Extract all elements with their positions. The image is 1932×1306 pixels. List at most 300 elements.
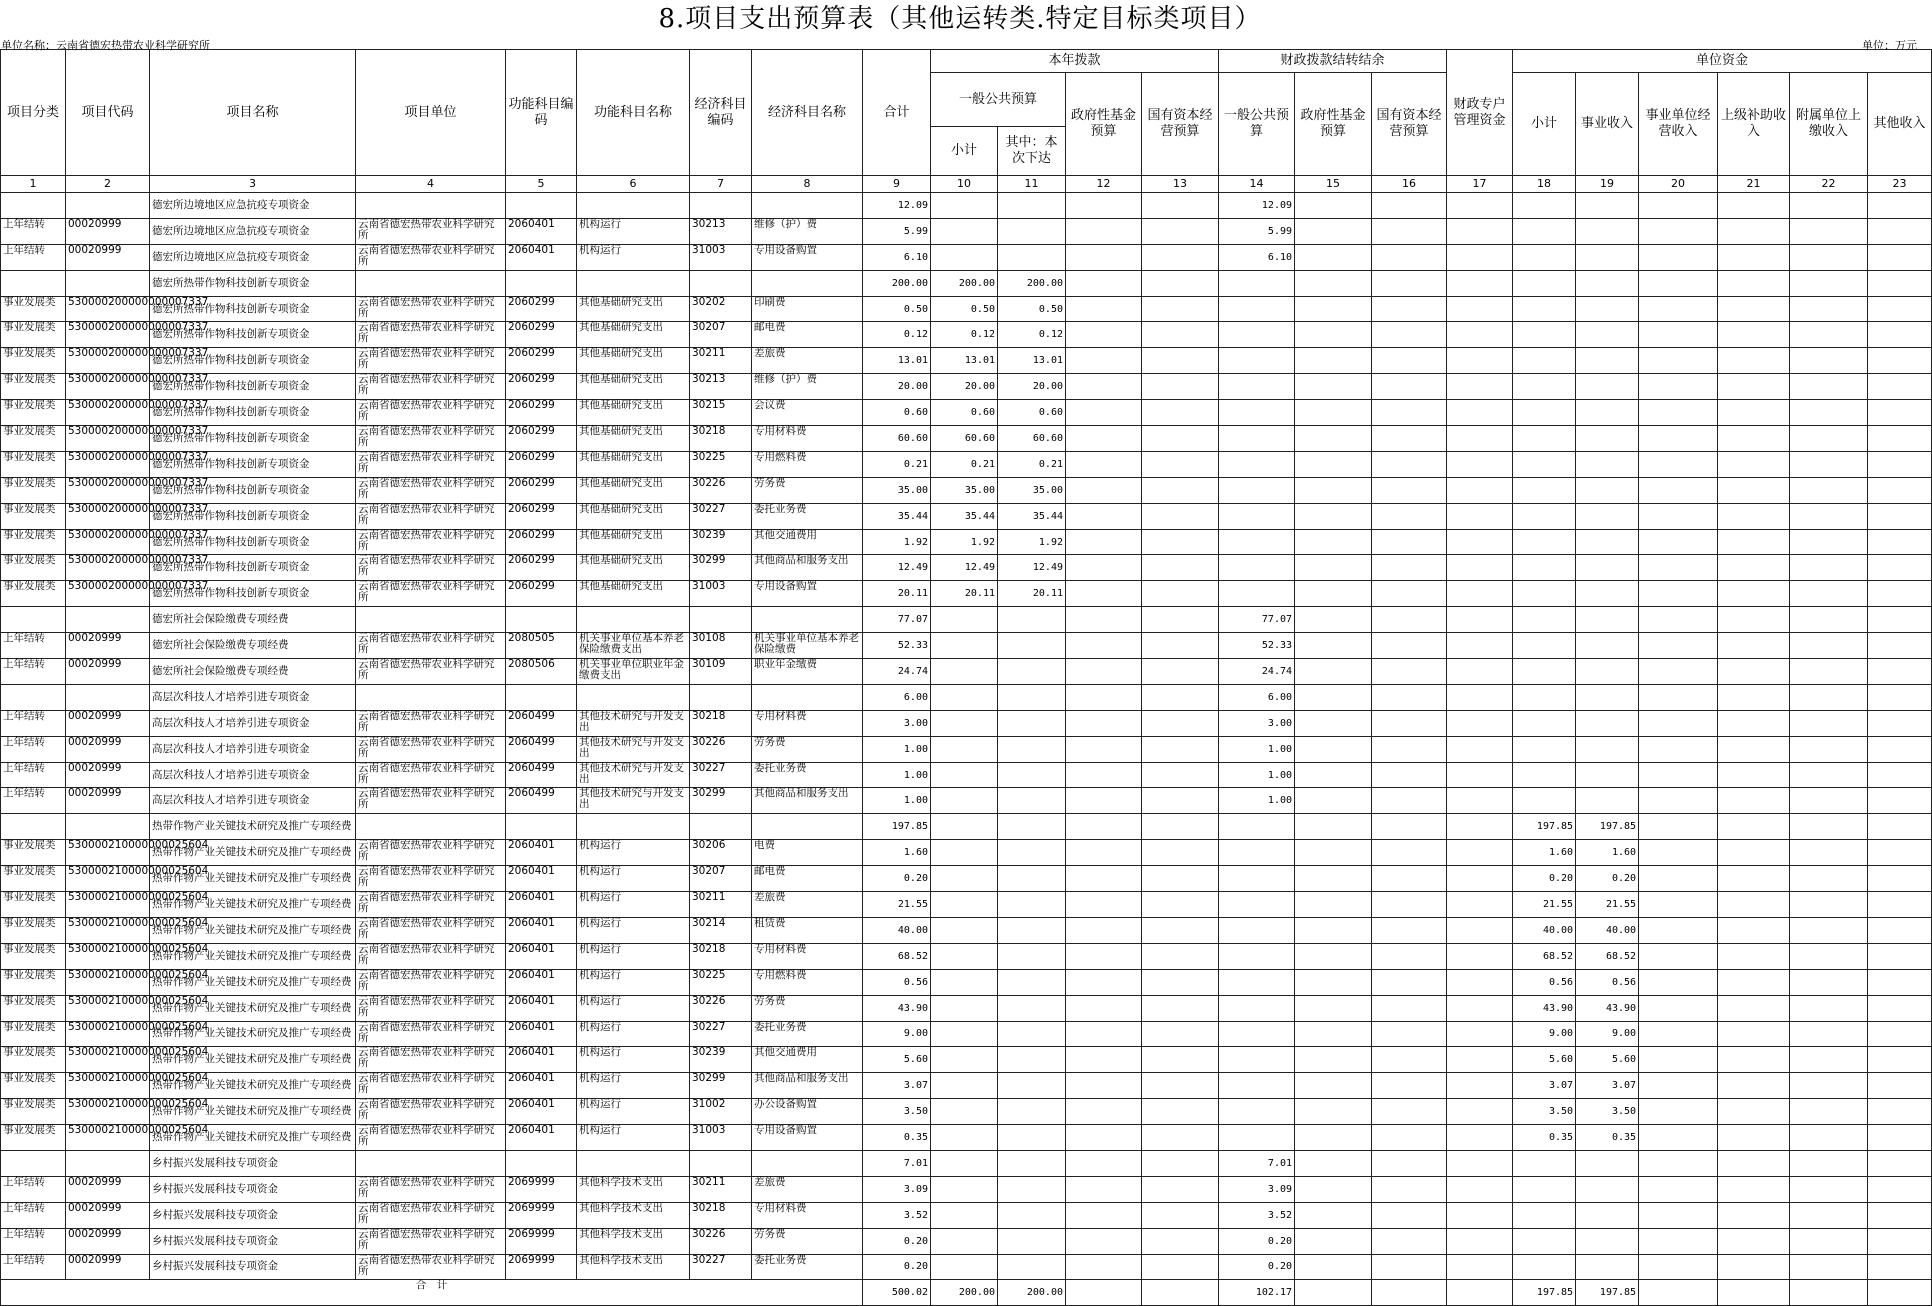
- cell-type: 事业发展类: [1, 374, 66, 400]
- cell-u-other: [1868, 426, 1932, 452]
- cell-code: 00020999: [66, 244, 150, 270]
- cell-co-gov-fund: [1295, 659, 1372, 685]
- cell-u-other: [1868, 684, 1932, 710]
- cell-state-capital: [1142, 814, 1219, 840]
- cell-u-business: [1576, 270, 1639, 296]
- cell-name: 德宏所热带作物科技创新专项资金: [150, 477, 356, 503]
- cell-total: 0.20: [863, 866, 931, 892]
- cell-func-name: 机构运行: [577, 943, 690, 969]
- cell-special-account: [1447, 762, 1513, 788]
- cell-u-affiliated: [1790, 348, 1868, 374]
- cell-u-other: [1868, 1099, 1932, 1125]
- cell-u-operating: [1639, 969, 1718, 995]
- cell-u-business: 21.55: [1576, 892, 1639, 918]
- cell-func-name: 其他基础研究支出: [577, 348, 690, 374]
- cell-u-subtotal: 40.00: [1513, 917, 1576, 943]
- cell-subtotal: [931, 943, 998, 969]
- table-group-row: [1, 270, 1932, 296]
- cell-unit: 云南省德宏热带农业科学研究所: [356, 892, 506, 918]
- cell-name: 德宏所边境地区应急抗疫专项资金: [150, 193, 356, 219]
- cell-code: 530000210000000025604: [66, 995, 150, 1021]
- cell-econ-code: 30207: [690, 322, 752, 348]
- cell-econ-code: [690, 814, 752, 840]
- cell-co-gov-fund: [1295, 348, 1372, 374]
- cell-u-subtotal: [1513, 1176, 1576, 1202]
- column-index-cell: 18: [1513, 176, 1576, 193]
- cell-econ-code: 30218: [690, 1202, 752, 1228]
- cell-unit: 云南省德宏热带农业科学研究所: [356, 529, 506, 555]
- cell-gov-fund: [1066, 866, 1142, 892]
- cell-co-gov-fund: [1295, 762, 1372, 788]
- cell-co-general: 7.01: [1219, 1150, 1295, 1176]
- total-cell-subtotal: 200.00: [931, 1280, 998, 1306]
- cell-func-code: 2060299: [506, 555, 577, 581]
- cell-gov-fund: [1066, 503, 1142, 529]
- cell-co-general: [1219, 374, 1295, 400]
- cell-subtotal: 35.00: [931, 477, 998, 503]
- cell-econ-name: 专用设备购置: [752, 244, 863, 270]
- cell-func-code: [506, 193, 577, 219]
- cell-u-subtotal: [1513, 581, 1576, 607]
- cell-u-subtotal: [1513, 633, 1576, 659]
- cell-gov-fund: [1066, 995, 1142, 1021]
- cell-u-subsidy: [1718, 1176, 1790, 1202]
- cell-name: 热带作物产业关键技术研究及推广专项经费: [150, 1021, 356, 1047]
- cell-type: 上年结转: [1, 218, 66, 244]
- cell-u-affiliated: [1790, 995, 1868, 1021]
- cell-total: 13.01: [863, 348, 931, 374]
- cell-econ-code: 30211: [690, 348, 752, 374]
- cell-subtotal: [931, 1125, 998, 1151]
- cell-name: 高层次科技人才培养引进专项资金: [150, 710, 356, 736]
- cell-gov-fund: [1066, 193, 1142, 219]
- cell-econ-name: 劳务费: [752, 736, 863, 762]
- cell-gov-fund: [1066, 1202, 1142, 1228]
- cell-u-subtotal: [1513, 503, 1576, 529]
- cell-subtotal: [931, 244, 998, 270]
- cell-u-operating: [1639, 1254, 1718, 1280]
- cell-u-subsidy: [1718, 529, 1790, 555]
- cell-u-business: 0.35: [1576, 1125, 1639, 1151]
- cell-econ-code: [690, 270, 752, 296]
- cell-state-capital: [1142, 840, 1219, 866]
- cell-u-subtotal: 68.52: [1513, 943, 1576, 969]
- cell-type: 事业发展类: [1, 581, 66, 607]
- cell-code: 530000200000000007337: [66, 374, 150, 400]
- cell-u-subtotal: 1.60: [1513, 840, 1576, 866]
- total-cell-special-account: [1447, 1280, 1513, 1306]
- cell-unit: 云南省德宏热带农业科学研究所: [356, 1073, 506, 1099]
- cell-gov-fund: [1066, 840, 1142, 866]
- cell-func-code: 2060401: [506, 917, 577, 943]
- cell-econ-code: 30213: [690, 218, 752, 244]
- cell-econ-code: 30108: [690, 633, 752, 659]
- total-cell-gov-fund: [1066, 1280, 1142, 1306]
- cell-code: 530000210000000025604: [66, 1073, 150, 1099]
- cell-u-business: 68.52: [1576, 943, 1639, 969]
- cell-u-subtotal: [1513, 348, 1576, 374]
- total-cell-state-capital: [1142, 1280, 1219, 1306]
- cell-u-subsidy: [1718, 1228, 1790, 1254]
- cell-co-state-capital: [1372, 529, 1447, 555]
- cell-econ-code: 31003: [690, 581, 752, 607]
- cell-u-subtotal: [1513, 1254, 1576, 1280]
- cell-u-affiliated: [1790, 503, 1868, 529]
- cell-gov-fund: [1066, 244, 1142, 270]
- cell-type: 上年结转: [1, 788, 66, 814]
- cell-special-account: [1447, 503, 1513, 529]
- cell-func-code: 2060299: [506, 529, 577, 555]
- table-group-row: [1, 193, 1932, 219]
- cell-special-account: [1447, 1228, 1513, 1254]
- group-header-unit-funds: 单位资金: [1513, 50, 1932, 73]
- cell-unit: 云南省德宏热带农业科学研究所: [356, 633, 506, 659]
- cell-special-account: [1447, 581, 1513, 607]
- cell-unit: 云南省德宏热带农业科学研究所: [356, 710, 506, 736]
- cell-u-subsidy: [1718, 555, 1790, 581]
- cell-econ-code: 30109: [690, 659, 752, 685]
- cell-subtotal: [931, 736, 998, 762]
- cell-func-code: 2060299: [506, 477, 577, 503]
- cell-name: 热带作物产业关键技术研究及推广专项经费: [150, 995, 356, 1021]
- col-header-this-batch: 其中：本次下达: [998, 127, 1066, 176]
- cell-func-code: 2060401: [506, 1125, 577, 1151]
- column-index-cell: 22: [1790, 176, 1868, 193]
- cell-co-general: 0.20: [1219, 1228, 1295, 1254]
- cell-state-capital: [1142, 1047, 1219, 1073]
- cell-u-affiliated: [1790, 426, 1868, 452]
- cell-u-subsidy: [1718, 684, 1790, 710]
- cell-u-operating: [1639, 218, 1718, 244]
- cell-u-subsidy: [1718, 400, 1790, 426]
- cell-u-other: [1868, 322, 1932, 348]
- table-row: [1, 1228, 1932, 1254]
- cell-u-affiliated: [1790, 762, 1868, 788]
- cell-econ-name: 专用材料费: [752, 943, 863, 969]
- cell-func-code: 2060299: [506, 296, 577, 322]
- cell-econ-code: 30211: [690, 1176, 752, 1202]
- cell-econ-name: [752, 607, 863, 633]
- cell-unit: 云南省德宏热带农业科学研究所: [356, 1125, 506, 1151]
- cell-gov-fund: [1066, 374, 1142, 400]
- cell-func-name: 其他技术研究与开发支出: [577, 710, 690, 736]
- cell-this-batch: [998, 633, 1066, 659]
- total-cell-this-batch: 200.00: [998, 1280, 1066, 1306]
- cell-econ-code: 30299: [690, 788, 752, 814]
- cell-u-subsidy: [1718, 426, 1790, 452]
- cell-type: 事业发展类: [1, 477, 66, 503]
- cell-gov-fund: [1066, 529, 1142, 555]
- cell-econ-code: 30227: [690, 1021, 752, 1047]
- cell-total: 20.00: [863, 374, 931, 400]
- cell-subtotal: 13.01: [931, 348, 998, 374]
- cell-co-general: 77.07: [1219, 607, 1295, 633]
- cell-u-other: [1868, 866, 1932, 892]
- cell-func-name: 机构运行: [577, 218, 690, 244]
- cell-this-batch: 13.01: [998, 348, 1066, 374]
- cell-func-name: 其他基础研究支出: [577, 529, 690, 555]
- cell-special-account: [1447, 374, 1513, 400]
- cell-state-capital: [1142, 555, 1219, 581]
- cell-gov-fund: [1066, 607, 1142, 633]
- cell-u-other: [1868, 1047, 1932, 1073]
- cell-subtotal: [931, 840, 998, 866]
- cell-special-account: [1447, 529, 1513, 555]
- table-group-row: [1, 1150, 1932, 1176]
- unit-label: 单位：万元: [1862, 39, 1917, 52]
- cell-unit: 云南省德宏热带农业科学研究所: [356, 1254, 506, 1280]
- cell-total: 77.07: [863, 607, 931, 633]
- cell-u-subsidy: [1718, 296, 1790, 322]
- cell-u-subtotal: 0.56: [1513, 969, 1576, 995]
- cell-u-subtotal: [1513, 1150, 1576, 1176]
- table-row: [1, 969, 1932, 995]
- cell-func-name: [577, 607, 690, 633]
- cell-co-state-capital: [1372, 426, 1447, 452]
- cell-unit: [356, 1150, 506, 1176]
- cell-func-name: 其他基础研究支出: [577, 451, 690, 477]
- table-row: [1, 710, 1932, 736]
- column-index-cell: 10: [931, 176, 998, 193]
- cell-co-state-capital: [1372, 633, 1447, 659]
- cell-this-batch: 1.92: [998, 529, 1066, 555]
- cell-u-operating: [1639, 374, 1718, 400]
- cell-func-code: 2060299: [506, 581, 577, 607]
- cell-u-business: [1576, 1202, 1639, 1228]
- cell-name: 乡村振兴发展科技专项资金: [150, 1150, 356, 1176]
- cell-total: 0.20: [863, 1254, 931, 1280]
- cell-subtotal: [931, 218, 998, 244]
- cell-u-other: [1868, 1150, 1932, 1176]
- cell-state-capital: [1142, 322, 1219, 348]
- cell-func-code: 2060401: [506, 218, 577, 244]
- cell-func-code: 2060401: [506, 866, 577, 892]
- cell-u-affiliated: [1790, 892, 1868, 918]
- cell-econ-name: 专用设备购置: [752, 1125, 863, 1151]
- cell-state-capital: [1142, 917, 1219, 943]
- cell-unit: 云南省德宏热带农业科学研究所: [356, 581, 506, 607]
- cell-this-batch: [998, 917, 1066, 943]
- cell-state-capital: [1142, 374, 1219, 400]
- cell-u-subtotal: [1513, 710, 1576, 736]
- cell-co-state-capital: [1372, 917, 1447, 943]
- cell-code: [66, 814, 150, 840]
- cell-total: 7.01: [863, 1150, 931, 1176]
- cell-co-state-capital: [1372, 969, 1447, 995]
- cell-gov-fund: [1066, 1125, 1142, 1151]
- cell-unit: 云南省德宏热带农业科学研究所: [356, 555, 506, 581]
- cell-co-general: 1.00: [1219, 736, 1295, 762]
- table-row: [1, 322, 1932, 348]
- cell-subtotal: 0.60: [931, 400, 998, 426]
- cell-func-name: 机构运行: [577, 892, 690, 918]
- cell-func-name: [577, 1150, 690, 1176]
- cell-state-capital: [1142, 503, 1219, 529]
- cell-code: 00020999: [66, 1176, 150, 1202]
- cell-co-gov-fund: [1295, 581, 1372, 607]
- cell-u-subsidy: [1718, 788, 1790, 814]
- cell-code: 00020999: [66, 659, 150, 685]
- cell-name: 德宏所热带作物科技创新专项资金: [150, 348, 356, 374]
- cell-u-subtotal: 0.35: [1513, 1125, 1576, 1151]
- cell-unit: 云南省德宏热带农业科学研究所: [356, 943, 506, 969]
- cell-u-other: [1868, 995, 1932, 1021]
- cell-unit: 云南省德宏热带农业科学研究所: [356, 322, 506, 348]
- column-index-cell: 19: [1576, 176, 1639, 193]
- cell-special-account: [1447, 1073, 1513, 1099]
- table-row: [1, 866, 1932, 892]
- cell-u-operating: [1639, 892, 1718, 918]
- cell-subtotal: [931, 762, 998, 788]
- table-row: [1, 943, 1932, 969]
- cell-u-other: [1868, 814, 1932, 840]
- cell-name: 德宏所热带作物科技创新专项资金: [150, 555, 356, 581]
- cell-co-general: [1219, 529, 1295, 555]
- cell-func-name: 其他基础研究支出: [577, 322, 690, 348]
- cell-func-name: 机构运行: [577, 840, 690, 866]
- cell-func-code: 2060401: [506, 840, 577, 866]
- cell-co-gov-fund: [1295, 1099, 1372, 1125]
- cell-func-code: 2060401: [506, 1099, 577, 1125]
- cell-u-operating: [1639, 633, 1718, 659]
- total-cell-u-operating: [1639, 1280, 1718, 1306]
- cell-type: 上年结转: [1, 736, 66, 762]
- cell-type: 事业发展类: [1, 995, 66, 1021]
- cell-gov-fund: [1066, 659, 1142, 685]
- column-index-cell: 16: [1372, 176, 1447, 193]
- cell-code: 530000200000000007337: [66, 581, 150, 607]
- cell-co-state-capital: [1372, 1176, 1447, 1202]
- cell-u-affiliated: [1790, 659, 1868, 685]
- cell-econ-name: 专用设备购置: [752, 581, 863, 607]
- cell-u-business: [1576, 762, 1639, 788]
- cell-u-subsidy: [1718, 607, 1790, 633]
- cell-u-other: [1868, 917, 1932, 943]
- cell-func-name: 机构运行: [577, 866, 690, 892]
- cell-special-account: [1447, 840, 1513, 866]
- cell-u-subtotal: [1513, 477, 1576, 503]
- col-header-gov-fund: 政府性基金预算: [1066, 73, 1142, 176]
- cell-state-capital: [1142, 581, 1219, 607]
- cell-func-name: 机构运行: [577, 969, 690, 995]
- table-row: [1, 1176, 1932, 1202]
- cell-this-batch: [998, 1099, 1066, 1125]
- cell-special-account: [1447, 684, 1513, 710]
- cell-subtotal: 35.44: [931, 503, 998, 529]
- cell-name: 德宏所社会保险缴费专项经费: [150, 633, 356, 659]
- cell-u-operating: [1639, 788, 1718, 814]
- cell-code: 530000200000000007337: [66, 529, 150, 555]
- cell-func-code: 2060299: [506, 348, 577, 374]
- total-label: 合 计: [1, 1280, 863, 1306]
- cell-u-affiliated: [1790, 1047, 1868, 1073]
- cell-unit: 云南省德宏热带农业科学研究所: [356, 788, 506, 814]
- cell-co-general: [1219, 581, 1295, 607]
- cell-co-general: [1219, 866, 1295, 892]
- cell-u-subtotal: [1513, 296, 1576, 322]
- cell-total: 6.10: [863, 244, 931, 270]
- cell-total: 1.00: [863, 788, 931, 814]
- cell-u-business: [1576, 400, 1639, 426]
- cell-code: 530000200000000007337: [66, 477, 150, 503]
- cell-econ-name: 其他商品和服务支出: [752, 788, 863, 814]
- cell-u-subsidy: [1718, 710, 1790, 736]
- cell-func-code: 2069999: [506, 1228, 577, 1254]
- cell-gov-fund: [1066, 270, 1142, 296]
- cell-func-code: 2060401: [506, 943, 577, 969]
- cell-co-general: 3.00: [1219, 710, 1295, 736]
- cell-this-batch: [998, 1073, 1066, 1099]
- cell-u-operating: [1639, 1125, 1718, 1151]
- cell-state-capital: [1142, 1021, 1219, 1047]
- cell-co-gov-fund: [1295, 270, 1372, 296]
- cell-u-subsidy: [1718, 348, 1790, 374]
- cell-co-state-capital: [1372, 788, 1447, 814]
- table-row: [1, 1073, 1932, 1099]
- cell-code: 00020999: [66, 218, 150, 244]
- cell-econ-name: 委托业务费: [752, 1021, 863, 1047]
- col-header-u-operating: 事业单位经营收入: [1639, 73, 1718, 176]
- cell-func-name: [577, 814, 690, 840]
- cell-econ-name: 专用燃料费: [752, 969, 863, 995]
- cell-code: 530000200000000007337: [66, 426, 150, 452]
- total-cell-co-general: 102.17: [1219, 1280, 1295, 1306]
- cell-u-subtotal: 0.20: [1513, 866, 1576, 892]
- cell-func-code: [506, 684, 577, 710]
- cell-unit: 云南省德宏热带农业科学研究所: [356, 477, 506, 503]
- cell-u-subsidy: [1718, 995, 1790, 1021]
- cell-co-general: [1219, 400, 1295, 426]
- cell-econ-name: [752, 684, 863, 710]
- cell-type: 事业发展类: [1, 1047, 66, 1073]
- cell-total: 24.74: [863, 659, 931, 685]
- cell-special-account: [1447, 193, 1513, 219]
- cell-special-account: [1447, 400, 1513, 426]
- unit-name: 单位名称：云南省德宏热带农业科学研究所: [1, 39, 210, 52]
- cell-co-state-capital: [1372, 270, 1447, 296]
- cell-econ-code: 30226: [690, 477, 752, 503]
- cell-u-subtotal: 9.00: [1513, 1021, 1576, 1047]
- cell-type: 上年结转: [1, 710, 66, 736]
- cell-this-batch: [998, 710, 1066, 736]
- cell-total: 0.35: [863, 1125, 931, 1151]
- cell-econ-code: [690, 1150, 752, 1176]
- cell-co-general: [1219, 969, 1295, 995]
- cell-co-general: [1219, 503, 1295, 529]
- cell-func-code: 2060401: [506, 1047, 577, 1073]
- cell-u-subsidy: [1718, 659, 1790, 685]
- total-cell-u-other: [1868, 1280, 1932, 1306]
- cell-u-subtotal: [1513, 1202, 1576, 1228]
- cell-func-name: 机构运行: [577, 1073, 690, 1099]
- cell-subtotal: 0.21: [931, 451, 998, 477]
- cell-econ-name: 委托业务费: [752, 1254, 863, 1280]
- cell-co-general: [1219, 270, 1295, 296]
- cell-u-subtotal: [1513, 400, 1576, 426]
- cell-unit: 云南省德宏热带农业科学研究所: [356, 736, 506, 762]
- cell-this-batch: 35.44: [998, 503, 1066, 529]
- cell-econ-name: 专用材料费: [752, 426, 863, 452]
- cell-u-operating: [1639, 659, 1718, 685]
- cell-u-subsidy: [1718, 1125, 1790, 1151]
- cell-u-business: [1576, 296, 1639, 322]
- cell-name: 乡村振兴发展科技专项资金: [150, 1176, 356, 1202]
- cell-co-gov-fund: [1295, 892, 1372, 918]
- cell-co-state-capital: [1372, 659, 1447, 685]
- cell-unit: 云南省德宏热带农业科学研究所: [356, 218, 506, 244]
- table-row: [1, 400, 1932, 426]
- cell-name: 热带作物产业关键技术研究及推广专项经费: [150, 866, 356, 892]
